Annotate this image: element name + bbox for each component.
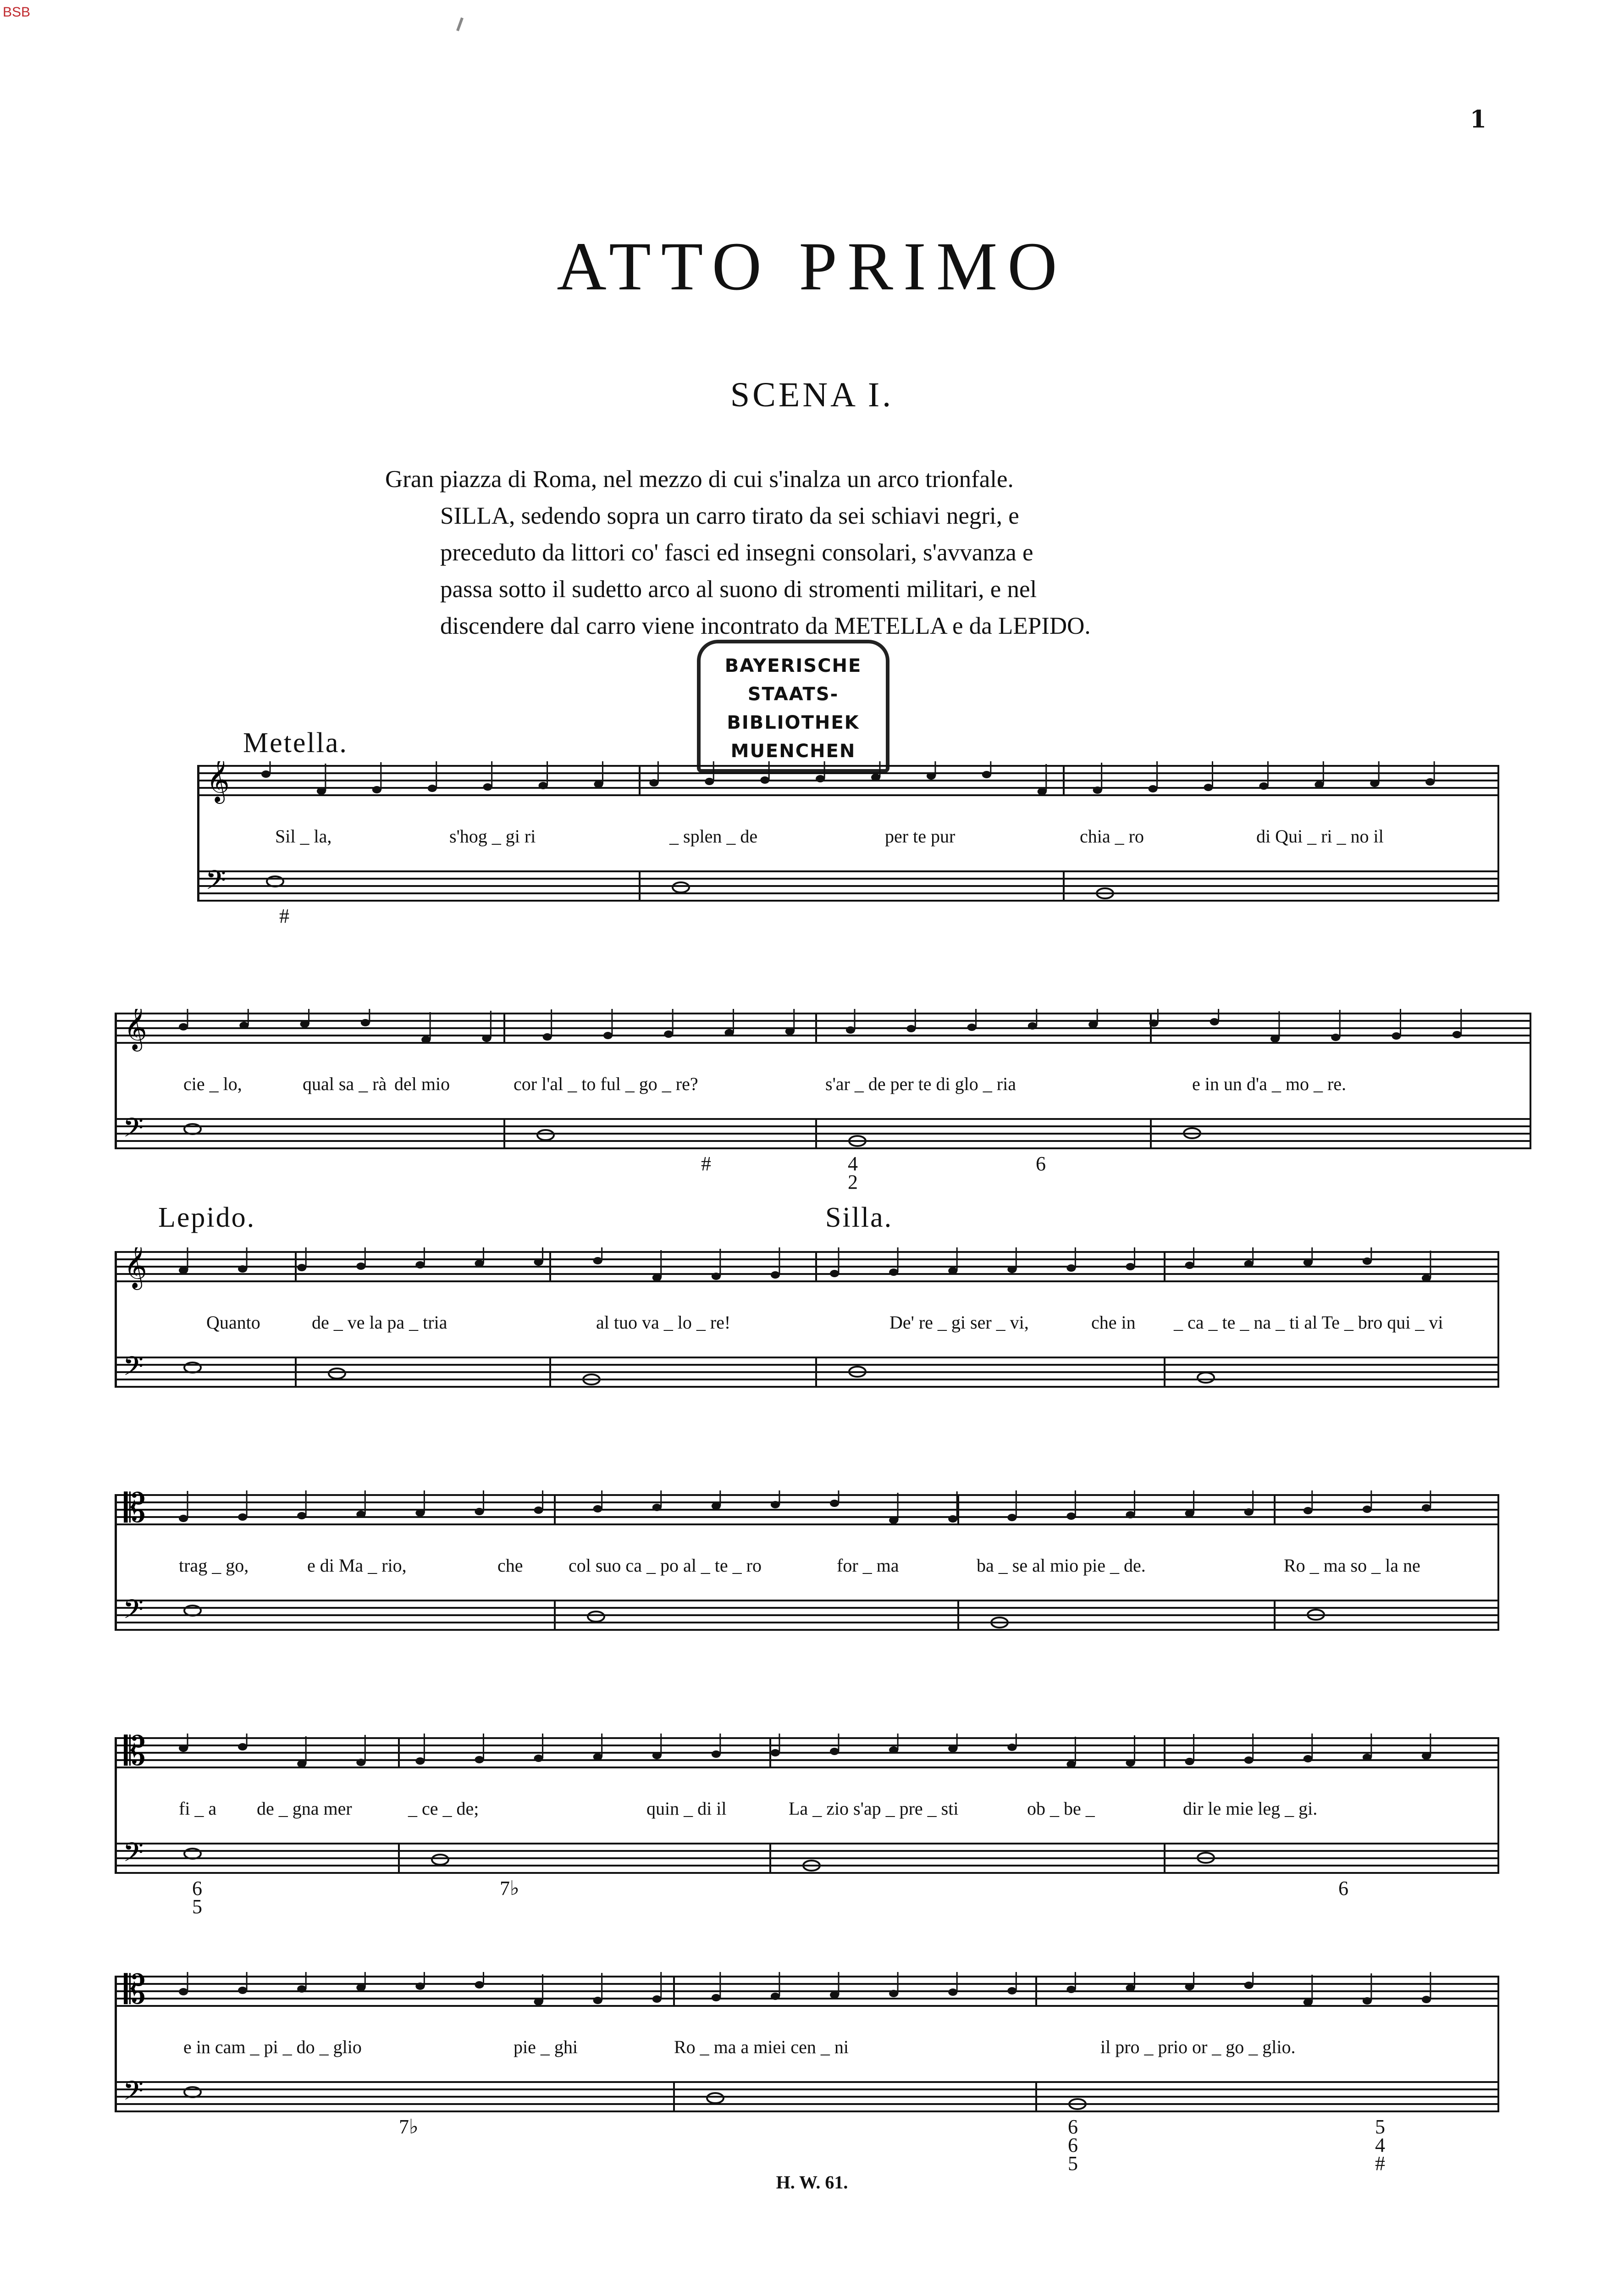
note-head	[297, 1264, 306, 1271]
lyric-fragment: pie _ ghi	[514, 2037, 578, 2057]
note-head	[534, 1755, 543, 1762]
note-head	[297, 1512, 306, 1519]
note-head	[361, 1019, 370, 1026]
speaker-lepido: Lepido.	[158, 1202, 256, 1233]
note-head	[475, 1756, 484, 1763]
note-head	[1149, 1019, 1158, 1027]
note-head	[432, 1855, 448, 1865]
note-head	[415, 1983, 425, 1990]
note-head	[1304, 1259, 1313, 1266]
note-head	[1304, 1755, 1313, 1762]
note-head	[652, 1504, 662, 1511]
note-head	[1066, 1512, 1076, 1520]
scene-title: SCENA I.	[730, 376, 894, 414]
lyric-fragment: ba _ se al mio pie _ de.	[977, 1555, 1146, 1576]
note-head	[1331, 1034, 1340, 1041]
note-head	[846, 1026, 855, 1034]
note-head	[1304, 1999, 1313, 2006]
note-head	[1244, 1982, 1254, 1989]
note-head	[593, 1997, 602, 2004]
note-head	[594, 781, 603, 788]
figured-bass: 5 4 #	[1375, 2116, 1385, 2175]
stage-direction-line: preceduto da littori co' fasci ed insegni consolari, s'avvanza e	[440, 539, 1033, 566]
note-head	[871, 774, 880, 781]
note-head	[415, 1261, 425, 1268]
lyric-fragment: de _ ve la pa _ tria	[312, 1312, 447, 1333]
treble-clef-icon: 𝄡	[124, 1490, 146, 1531]
note-head	[664, 1030, 673, 1038]
note-head	[724, 1029, 734, 1036]
treble-clef-icon: 𝄞	[124, 1009, 147, 1050]
note-head	[475, 1260, 484, 1267]
note-head	[482, 1035, 491, 1042]
note-head	[593, 1257, 602, 1264]
note-head	[534, 1507, 543, 1514]
note-head	[297, 1760, 306, 1767]
note-head	[1126, 1263, 1135, 1270]
music-system	[197, 761, 1499, 927]
lyric-fragment: _ ce _ de;	[408, 1798, 479, 1819]
note-head	[652, 1995, 662, 2003]
figured-bass: 6	[1036, 1152, 1046, 1175]
figured-bass: 6 6 5	[1068, 2116, 1078, 2175]
figured-bass: #	[279, 905, 289, 927]
stage-direction-line: Gran piazza di Roma, nel mezzo di cui s'inalza un arco trionfale.	[385, 466, 1014, 493]
lyric-fragment: dir le mie leg _ gi.	[1183, 1798, 1318, 1819]
music-system	[115, 1734, 1499, 1918]
note-head	[1185, 1262, 1194, 1269]
note-head	[1028, 1022, 1037, 1030]
note-head	[948, 1515, 957, 1523]
stamp-line: BIBLIOTHEK	[727, 712, 860, 733]
note-head	[1185, 1983, 1194, 1990]
lyric-fragment: La _ zio s'ap _ pre _ sti	[789, 1798, 959, 1819]
music-system	[115, 1009, 1531, 1193]
lyric-fragment: cie _ lo,	[183, 1074, 242, 1094]
note-head	[593, 1753, 602, 1761]
note-head	[712, 1273, 721, 1280]
note-head	[238, 1987, 247, 1994]
treble-clef-icon: 𝄡	[124, 1972, 146, 2013]
lyric-fragment: del mio	[394, 1074, 450, 1094]
note-head	[948, 1745, 957, 1752]
note-head	[1126, 1984, 1135, 1992]
note-head	[712, 1750, 721, 1758]
lyric-fragment: Ro _ ma a miei cen _ ni	[674, 2037, 849, 2057]
library-stamp	[697, 640, 889, 773]
note-head	[889, 1268, 898, 1276]
note-head	[356, 1511, 365, 1518]
figured-bass: 4 2	[848, 1152, 858, 1193]
note-head	[1244, 1508, 1254, 1516]
note-head	[1126, 1511, 1135, 1518]
lyric-fragment: e in un d'a _ mo _ re.	[1192, 1074, 1347, 1094]
note-head	[712, 1994, 721, 2001]
note-head	[1066, 1264, 1076, 1272]
note-head	[593, 1505, 602, 1512]
note-head	[1244, 1756, 1254, 1764]
note-head	[1422, 1996, 1431, 2003]
speaker-silla: Silla.	[825, 1202, 893, 1233]
note-head	[1244, 1260, 1254, 1268]
figured-bass: 6	[1338, 1877, 1348, 1900]
lyric-fragment: s'hog _ gi ri	[449, 826, 536, 847]
note-head	[1007, 1987, 1016, 1994]
note-head	[483, 783, 492, 791]
lyric-fragment: che in	[1091, 1312, 1136, 1333]
note-head	[238, 1265, 247, 1273]
note-head	[534, 1998, 543, 2005]
note-head	[1210, 1018, 1219, 1025]
lyric-fragment: cor l'al _ to ful _ go _ re?	[514, 1074, 698, 1094]
note-head	[889, 1746, 898, 1754]
lyric-fragment: e in cam _ pi _ do _ glio	[183, 2037, 362, 2057]
note-head	[415, 1757, 425, 1765]
lyric-fragment: De' re _ gi ser _ vi,	[889, 1312, 1029, 1333]
note-head	[179, 1023, 188, 1030]
stage-direction-line: SILLA, sedendo sopra un carro tirato da sei schiavi negri, e	[440, 503, 1019, 529]
lyric-fragment: chia _ ro	[1080, 826, 1144, 847]
note-head	[816, 775, 825, 782]
stage-direction	[385, 461, 1247, 644]
lyric-fragment: per te pur	[885, 826, 956, 847]
note-head	[261, 770, 271, 778]
note-head	[239, 1022, 249, 1029]
figured-bass: #	[701, 1152, 711, 1175]
note-head	[372, 786, 381, 793]
lyric-fragment: trag _ go,	[179, 1555, 249, 1576]
note-head	[889, 1990, 898, 1997]
figured-bass: 7♭	[500, 1877, 519, 1900]
stage-direction-line: passa sotto il sudetto arco al suono di stromenti militari, e nel	[440, 576, 1037, 603]
note-head	[179, 1515, 188, 1522]
note-head	[760, 776, 769, 784]
stamp-line: BAYERISCHE	[724, 655, 862, 676]
lyric-fragment: s'ar _ de per te di glo _ ria	[825, 1074, 1016, 1094]
note-head	[673, 882, 689, 892]
note-head	[649, 779, 658, 786]
lyric-fragment: che	[497, 1555, 523, 1576]
note-head	[1007, 1514, 1016, 1521]
treble-clef-icon: 𝄞	[206, 761, 230, 802]
lyric-fragment: Ro _ ma so _ la ne	[1284, 1555, 1420, 1576]
note-head	[1088, 1021, 1098, 1028]
note-head	[539, 782, 548, 789]
music-system	[115, 1247, 1499, 1403]
note-head	[1007, 1266, 1016, 1273]
note-head	[705, 778, 714, 785]
note-head	[329, 1368, 345, 1379]
note-head	[179, 1745, 188, 1752]
bass-clef-icon: 𝄢	[123, 2075, 144, 2113]
speaker-metella: Metella.	[243, 727, 348, 759]
note-head	[830, 1748, 839, 1755]
bass-clef-icon: 𝄢	[205, 864, 226, 902]
lyric-fragment: al tuo va _ lo _ re!	[596, 1312, 731, 1333]
lyric-fragment: quin _ di il	[646, 1798, 727, 1819]
stamp-line: STAATS-	[747, 684, 839, 705]
note-head	[771, 1271, 780, 1279]
note-head	[1093, 786, 1102, 794]
note-head	[1270, 1035, 1280, 1042]
note-head	[1315, 781, 1324, 788]
bass-clef-icon: 𝄢	[123, 1837, 144, 1874]
lyric-fragment: _ splen _ de	[669, 826, 758, 847]
note-head	[428, 785, 437, 792]
lyric-fragment: col suo ca _ po al _ te _ ro	[569, 1555, 762, 1576]
lyric-fragment: for _ ma	[837, 1555, 899, 1576]
music-system	[115, 1972, 1499, 2175]
lyric-fragment: e di Ma _ rio,	[307, 1555, 407, 1576]
note-head	[534, 1258, 543, 1266]
note-head	[1304, 1507, 1313, 1514]
note-head	[1038, 788, 1047, 795]
treble-clef-icon: 𝄞	[124, 1247, 147, 1288]
note-head	[906, 1025, 916, 1032]
library-mark: BSB	[3, 5, 31, 20]
note-head	[1453, 1031, 1462, 1038]
lyric-fragment: fi _ a	[179, 1798, 217, 1819]
note-head	[830, 1991, 839, 1999]
note-head	[1392, 1032, 1401, 1040]
note-head	[603, 1032, 613, 1039]
lyric-fragment: il pro _ prio or _ go _ glio.	[1100, 2037, 1296, 2057]
lyric-fragment: de _ gna mer	[257, 1798, 352, 1819]
note-head	[421, 1036, 431, 1043]
note-head	[967, 1024, 977, 1031]
note-head	[537, 1130, 554, 1140]
note-head	[707, 2093, 724, 2103]
note-head	[652, 1274, 662, 1281]
note-head	[1363, 1997, 1372, 2005]
note-head	[238, 1513, 247, 1521]
note-head	[1425, 778, 1435, 786]
note-head	[948, 1988, 957, 1996]
note-head	[1007, 1744, 1016, 1751]
note-head	[1066, 1761, 1076, 1768]
note-head	[982, 771, 991, 778]
figured-bass: 7♭	[399, 2116, 419, 2138]
note-head	[1185, 1510, 1194, 1517]
bass-clef-icon: 𝄢	[123, 1112, 144, 1150]
note-head	[1185, 1758, 1194, 1765]
note-head	[179, 1267, 188, 1274]
page-number: 1	[1469, 105, 1486, 133]
note-head	[1363, 1257, 1372, 1265]
note-head	[475, 1981, 484, 1988]
bass-clef-icon: 𝄢	[123, 1351, 144, 1388]
lyric-fragment: Quanto	[206, 1312, 260, 1333]
note-head	[948, 1267, 957, 1274]
note-head	[1370, 780, 1379, 787]
treble-clef-icon: 𝄡	[124, 1734, 146, 1774]
note-head	[652, 1752, 662, 1759]
note-head	[356, 1759, 365, 1766]
note-head	[1204, 784, 1213, 791]
note-head	[771, 1749, 780, 1756]
stray-mark	[456, 17, 464, 31]
note-head	[317, 787, 326, 795]
note-head	[830, 1500, 839, 1507]
note-head	[475, 1508, 484, 1515]
note-head	[356, 1984, 365, 1991]
note-head	[771, 1501, 780, 1508]
note-head	[297, 1985, 306, 1993]
note-head	[179, 1988, 188, 1995]
note-head	[588, 1612, 604, 1622]
note-head	[1149, 785, 1158, 792]
lyric-fragment: qual sa _ rà	[303, 1074, 387, 1094]
plate-number: H. W. 61.	[776, 2172, 848, 2193]
note-head	[830, 1270, 839, 1277]
note-head	[771, 1993, 780, 2000]
note-head	[1363, 1754, 1372, 1761]
note-head	[415, 1509, 425, 1517]
note-head	[1422, 1504, 1431, 1512]
bass-clef-icon: 𝄢	[123, 1594, 144, 1631]
lyric-fragment: ob _ be _	[1027, 1798, 1095, 1819]
note-head	[1198, 1373, 1214, 1383]
note-head	[543, 1033, 552, 1041]
stage-direction-line: discendere dal carro viene incontrato da METELLA e da LEPIDO.	[440, 613, 1091, 639]
stamp-line: MUENCHEN	[730, 741, 856, 762]
figured-bass: 6 5	[192, 1877, 202, 1918]
note-head	[712, 1502, 721, 1510]
act-title: ATTO PRIMO	[557, 228, 1067, 305]
note-head	[1363, 1506, 1372, 1513]
note-head	[356, 1263, 365, 1270]
note-head	[238, 1743, 247, 1750]
note-head	[889, 1517, 898, 1524]
note-head	[1066, 1986, 1076, 1993]
lyric-fragment: Sil _ la,	[275, 826, 332, 847]
note-head	[927, 772, 936, 780]
lyric-fragment: _ ca _ te _ na _ ti al Te _ bro qui _ vi	[1174, 1312, 1443, 1333]
lyric-fragment: di Qui _ ri _ no il	[1256, 826, 1384, 847]
note-head	[785, 1028, 795, 1035]
note-head	[1422, 1274, 1431, 1282]
note-head	[300, 1020, 309, 1028]
note-head	[1259, 782, 1268, 790]
note-head	[1422, 1752, 1431, 1760]
note-head	[1126, 1759, 1135, 1767]
music-system	[115, 1490, 1499, 1646]
